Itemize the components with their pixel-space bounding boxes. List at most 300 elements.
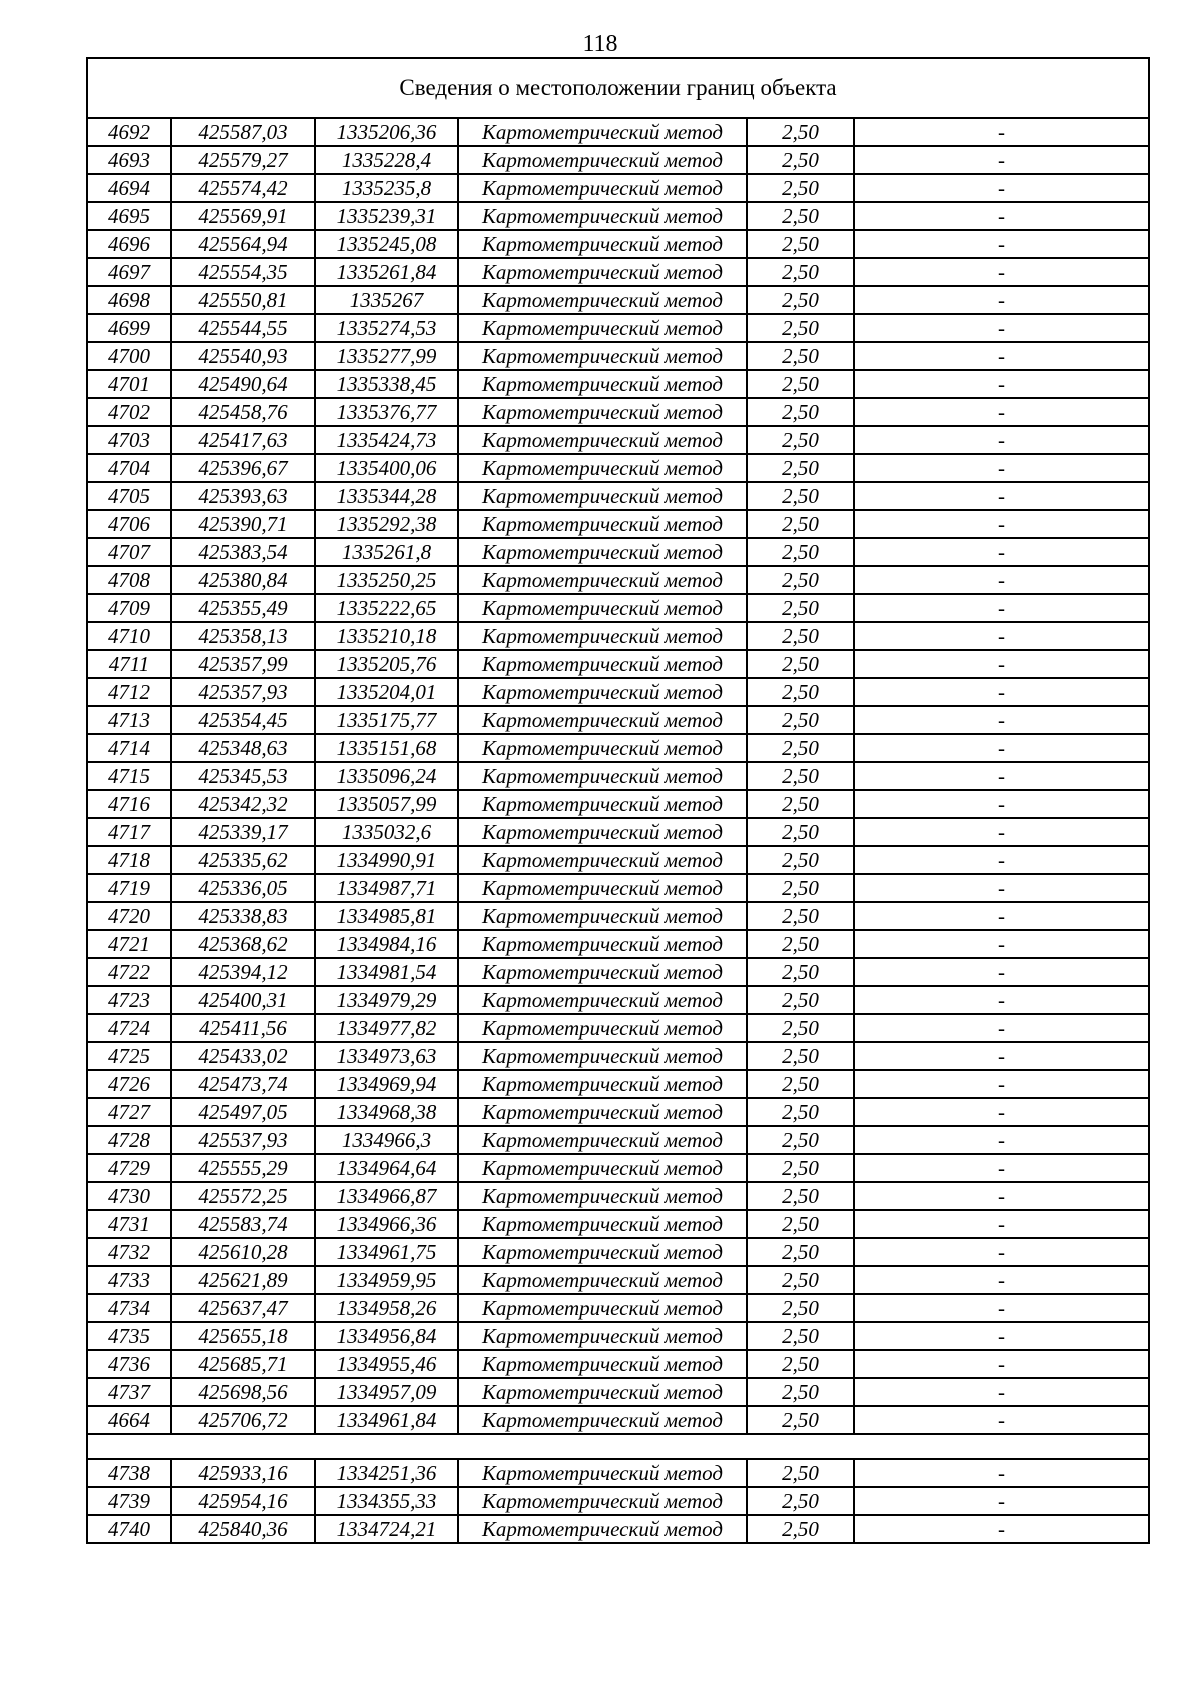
accuracy-cell: 2,50 [747, 986, 854, 1014]
accuracy-cell: 2,50 [747, 1350, 854, 1378]
table-row [87, 118, 1149, 146]
y-coordinate-cell: 1334959,95 [315, 1266, 458, 1294]
accuracy-cell: 2,50 [747, 482, 854, 510]
method-cell: Картометрический метод [458, 1294, 747, 1322]
method-cell: Картометрический метод [458, 706, 747, 734]
table-row [87, 874, 1149, 902]
x-coordinate-cell: 425554,35 [171, 258, 315, 286]
x-coordinate-cell: 425587,03 [171, 118, 315, 146]
point-number-cell: 4722 [87, 958, 171, 986]
point-number-cell: 4728 [87, 1126, 171, 1154]
table-row [87, 930, 1149, 958]
point-number-cell: 4695 [87, 202, 171, 230]
description-cell: - [854, 174, 1149, 202]
method-cell: Картометрический метод [458, 930, 747, 958]
table-row [87, 286, 1149, 314]
point-number-cell: 4712 [87, 678, 171, 706]
point-number-cell: 4705 [87, 482, 171, 510]
accuracy-cell: 2,50 [747, 314, 854, 342]
description-cell: - [854, 1098, 1149, 1126]
method-cell: Картометрический метод [458, 342, 747, 370]
accuracy-cell: 2,50 [747, 734, 854, 762]
table-row [87, 370, 1149, 398]
description-cell: - [854, 790, 1149, 818]
x-coordinate-cell: 425390,71 [171, 510, 315, 538]
x-coordinate-cell: 425698,56 [171, 1378, 315, 1406]
description-cell: - [854, 398, 1149, 426]
table-row [87, 706, 1149, 734]
x-coordinate-cell: 425685,71 [171, 1350, 315, 1378]
point-number-cell: 4703 [87, 426, 171, 454]
y-coordinate-cell: 1335376,77 [315, 398, 458, 426]
method-cell: Картометрический метод [458, 790, 747, 818]
x-coordinate-cell: 425544,55 [171, 314, 315, 342]
x-coordinate-cell: 425335,62 [171, 846, 315, 874]
method-cell: Картометрический метод [458, 1266, 747, 1294]
accuracy-cell: 2,50 [747, 202, 854, 230]
table-row [87, 986, 1149, 1014]
description-cell: - [854, 118, 1149, 146]
table-row [87, 426, 1149, 454]
method-cell: Картометрический метод [458, 230, 747, 258]
method-cell: Картометрический метод [458, 314, 747, 342]
description-cell: - [854, 1126, 1149, 1154]
point-number-cell: 4706 [87, 510, 171, 538]
y-coordinate-cell: 1335400,06 [315, 454, 458, 482]
x-coordinate-cell: 425555,29 [171, 1154, 315, 1182]
y-coordinate-cell: 1334958,26 [315, 1294, 458, 1322]
accuracy-cell: 2,50 [747, 1126, 854, 1154]
point-number-cell: 4707 [87, 538, 171, 566]
accuracy-cell: 2,50 [747, 1210, 854, 1238]
description-cell: - [854, 146, 1149, 174]
x-coordinate-cell: 425400,31 [171, 986, 315, 1014]
y-coordinate-cell: 1335344,28 [315, 482, 458, 510]
table-row [87, 398, 1149, 426]
accuracy-cell: 2,50 [747, 1154, 854, 1182]
table-row [87, 1378, 1149, 1406]
method-cell: Картометрический метод [458, 398, 747, 426]
y-coordinate-cell: 1335424,73 [315, 426, 458, 454]
table-row [87, 790, 1149, 818]
accuracy-cell: 2,50 [747, 538, 854, 566]
table-row [87, 1294, 1149, 1322]
table-row [87, 650, 1149, 678]
x-coordinate-cell: 425610,28 [171, 1238, 315, 1266]
y-coordinate-cell: 1334979,29 [315, 986, 458, 1014]
accuracy-cell: 2,50 [747, 398, 854, 426]
y-coordinate-cell: 1334966,87 [315, 1182, 458, 1210]
table-row [87, 902, 1149, 930]
y-coordinate-cell: 1334964,64 [315, 1154, 458, 1182]
y-coordinate-cell: 1334966,36 [315, 1210, 458, 1238]
table-row [87, 454, 1149, 482]
point-number-cell: 4709 [87, 594, 171, 622]
method-cell: Картометрический метод [458, 482, 747, 510]
y-coordinate-cell: 1335175,77 [315, 706, 458, 734]
x-coordinate-cell: 425396,67 [171, 454, 315, 482]
point-number-cell: 4729 [87, 1154, 171, 1182]
method-cell: Картометрический метод [458, 426, 747, 454]
x-coordinate-cell: 425380,84 [171, 566, 315, 594]
description-cell: - [854, 1042, 1149, 1070]
point-number-cell: 4696 [87, 230, 171, 258]
y-coordinate-cell: 1335274,53 [315, 314, 458, 342]
point-number-cell: 4699 [87, 314, 171, 342]
point-number-cell: 4734 [87, 1294, 171, 1322]
x-coordinate-cell: 425342,32 [171, 790, 315, 818]
table-row [87, 846, 1149, 874]
table-row [87, 1406, 1149, 1434]
description-cell: - [854, 230, 1149, 258]
y-coordinate-cell: 1335096,24 [315, 762, 458, 790]
y-coordinate-cell: 1334355,33 [315, 1487, 458, 1515]
method-cell: Картометрический метод [458, 622, 747, 650]
accuracy-cell: 2,50 [747, 230, 854, 258]
page-number: 118 [582, 31, 618, 57]
description-cell: - [854, 1210, 1149, 1238]
method-cell: Картометрический метод [458, 1182, 747, 1210]
accuracy-cell: 2,50 [747, 594, 854, 622]
description-cell: - [854, 286, 1149, 314]
accuracy-cell: 2,50 [747, 1182, 854, 1210]
method-cell: Картометрический метод [458, 1238, 747, 1266]
description-cell: - [854, 1515, 1149, 1543]
accuracy-cell: 2,50 [747, 370, 854, 398]
description-cell: - [854, 594, 1149, 622]
description-cell: - [854, 1322, 1149, 1350]
method-cell: Картометрический метод [458, 146, 747, 174]
point-number-cell: 4717 [87, 818, 171, 846]
x-coordinate-cell: 425655,18 [171, 1322, 315, 1350]
description-cell: - [854, 650, 1149, 678]
method-cell: Картометрический метод [458, 1515, 747, 1543]
y-coordinate-cell: 1334957,09 [315, 1378, 458, 1406]
accuracy-cell: 2,50 [747, 1294, 854, 1322]
x-coordinate-cell: 425954,16 [171, 1487, 315, 1515]
accuracy-cell: 2,50 [747, 874, 854, 902]
method-cell: Картометрический метод [458, 986, 747, 1014]
x-coordinate-cell: 425569,91 [171, 202, 315, 230]
method-cell: Картометрический метод [458, 118, 747, 146]
method-cell: Картометрический метод [458, 1042, 747, 1070]
accuracy-cell: 2,50 [747, 426, 854, 454]
method-cell: Картометрический метод [458, 286, 747, 314]
y-coordinate-cell: 1335277,99 [315, 342, 458, 370]
description-cell: - [854, 510, 1149, 538]
table-row [87, 1014, 1149, 1042]
y-coordinate-cell: 1334984,16 [315, 930, 458, 958]
description-cell: - [854, 482, 1149, 510]
description-cell: - [854, 958, 1149, 986]
method-cell: Картометрический метод [458, 370, 747, 398]
y-coordinate-cell: 1334977,82 [315, 1014, 458, 1042]
method-cell: Картометрический метод [458, 594, 747, 622]
table-row [87, 1210, 1149, 1238]
description-cell: - [854, 1266, 1149, 1294]
description-cell: - [854, 734, 1149, 762]
table-row [87, 146, 1149, 174]
point-number-cell: 4700 [87, 342, 171, 370]
x-coordinate-cell: 425840,36 [171, 1515, 315, 1543]
x-coordinate-cell: 425368,62 [171, 930, 315, 958]
description-cell: - [854, 846, 1149, 874]
x-coordinate-cell: 425637,47 [171, 1294, 315, 1322]
x-coordinate-cell: 425540,93 [171, 342, 315, 370]
point-number-cell: 4733 [87, 1266, 171, 1294]
method-cell: Картометрический метод [458, 1459, 747, 1487]
description-cell: - [854, 566, 1149, 594]
method-cell: Картометрический метод [458, 1322, 747, 1350]
accuracy-cell: 2,50 [747, 958, 854, 986]
accuracy-cell: 2,50 [747, 146, 854, 174]
description-cell: - [854, 902, 1149, 930]
point-number-cell: 4711 [87, 650, 171, 678]
table-row [87, 566, 1149, 594]
point-number-cell: 4713 [87, 706, 171, 734]
point-number-cell: 4720 [87, 902, 171, 930]
x-coordinate-cell: 425564,94 [171, 230, 315, 258]
accuracy-cell: 2,50 [747, 1378, 854, 1406]
table-row [87, 594, 1149, 622]
accuracy-cell: 2,50 [747, 286, 854, 314]
table-row [87, 342, 1149, 370]
y-coordinate-cell: 1335210,18 [315, 622, 458, 650]
y-coordinate-cell: 1335261,8 [315, 538, 458, 566]
accuracy-cell: 2,50 [747, 1042, 854, 1070]
description-cell: - [854, 706, 1149, 734]
y-coordinate-cell: 1335057,99 [315, 790, 458, 818]
table-row [87, 538, 1149, 566]
y-coordinate-cell: 1335235,8 [315, 174, 458, 202]
point-number-cell: 4725 [87, 1042, 171, 1070]
point-number-cell: 4740 [87, 1515, 171, 1543]
accuracy-cell: 2,50 [747, 566, 854, 594]
y-coordinate-cell: 1335267 [315, 286, 458, 314]
y-coordinate-cell: 1334981,54 [315, 958, 458, 986]
table-body [87, 58, 1149, 1543]
accuracy-cell: 2,50 [747, 342, 854, 370]
method-cell: Картометрический метод [458, 258, 747, 286]
accuracy-cell: 2,50 [747, 1406, 854, 1434]
x-coordinate-cell: 425338,83 [171, 902, 315, 930]
table-row [87, 1515, 1149, 1543]
table-row [87, 734, 1149, 762]
table-row [87, 1182, 1149, 1210]
description-cell: - [854, 1294, 1149, 1322]
description-cell: - [854, 538, 1149, 566]
section-separator-cell [87, 1434, 1149, 1459]
x-coordinate-cell: 425490,64 [171, 370, 315, 398]
accuracy-cell: 2,50 [747, 1266, 854, 1294]
method-cell: Картометрический метод [458, 902, 747, 930]
x-coordinate-cell: 425417,63 [171, 426, 315, 454]
x-coordinate-cell: 425348,63 [171, 734, 315, 762]
method-cell: Картометрический метод [458, 1350, 747, 1378]
description-cell: - [854, 258, 1149, 286]
description-cell: - [854, 1238, 1149, 1266]
description-cell: - [854, 1378, 1149, 1406]
boundary-table-sheet [86, 57, 1148, 1544]
point-number-cell: 4714 [87, 734, 171, 762]
description-cell: - [854, 762, 1149, 790]
accuracy-cell: 2,50 [747, 1322, 854, 1350]
description-cell: - [854, 314, 1149, 342]
x-coordinate-cell: 425579,27 [171, 146, 315, 174]
accuracy-cell: 2,50 [747, 902, 854, 930]
accuracy-cell: 2,50 [747, 454, 854, 482]
description-cell: - [854, 1154, 1149, 1182]
method-cell: Картометрический метод [458, 678, 747, 706]
accuracy-cell: 2,50 [747, 1070, 854, 1098]
table-row [87, 1487, 1149, 1515]
x-coordinate-cell: 425706,72 [171, 1406, 315, 1434]
accuracy-cell: 2,50 [747, 1238, 854, 1266]
x-coordinate-cell: 425572,25 [171, 1182, 315, 1210]
description-cell: - [854, 930, 1149, 958]
point-number-cell: 4701 [87, 370, 171, 398]
y-coordinate-cell: 1335222,65 [315, 594, 458, 622]
table-row [87, 174, 1149, 202]
method-cell: Картометрический метод [458, 874, 747, 902]
accuracy-cell: 2,50 [747, 762, 854, 790]
y-coordinate-cell: 1334973,63 [315, 1042, 458, 1070]
method-cell: Картометрический метод [458, 1070, 747, 1098]
point-number-cell: 4735 [87, 1322, 171, 1350]
method-cell: Картометрический метод [458, 1406, 747, 1434]
table-title-row [87, 58, 1149, 118]
x-coordinate-cell: 425354,45 [171, 706, 315, 734]
y-coordinate-cell: 1334969,94 [315, 1070, 458, 1098]
y-coordinate-cell: 1334968,38 [315, 1098, 458, 1126]
y-coordinate-cell: 1335245,08 [315, 230, 458, 258]
y-coordinate-cell: 1334956,84 [315, 1322, 458, 1350]
point-number-cell: 4723 [87, 986, 171, 1014]
x-coordinate-cell: 425358,13 [171, 622, 315, 650]
table-row [87, 1070, 1149, 1098]
point-number-cell: 4726 [87, 1070, 171, 1098]
accuracy-cell: 2,50 [747, 174, 854, 202]
point-number-cell: 4694 [87, 174, 171, 202]
method-cell: Картометрический метод [458, 1210, 747, 1238]
x-coordinate-cell: 425433,02 [171, 1042, 315, 1070]
description-cell: - [854, 874, 1149, 902]
accuracy-cell: 2,50 [747, 1014, 854, 1042]
point-number-cell: 4718 [87, 846, 171, 874]
accuracy-cell: 2,50 [747, 846, 854, 874]
x-coordinate-cell: 425383,54 [171, 538, 315, 566]
point-number-cell: 4693 [87, 146, 171, 174]
point-number-cell: 4710 [87, 622, 171, 650]
table-row [87, 622, 1149, 650]
point-number-cell: 4698 [87, 286, 171, 314]
y-coordinate-cell: 1334961,75 [315, 1238, 458, 1266]
y-coordinate-cell: 1334961,84 [315, 1406, 458, 1434]
method-cell: Картометрический метод [458, 1126, 747, 1154]
accuracy-cell: 2,50 [747, 1487, 854, 1515]
accuracy-cell: 2,50 [747, 818, 854, 846]
y-coordinate-cell: 1335206,36 [315, 118, 458, 146]
method-cell: Картометрический метод [458, 454, 747, 482]
section-separator-row [87, 1434, 1149, 1459]
x-coordinate-cell: 425621,89 [171, 1266, 315, 1294]
y-coordinate-cell: 1334724,21 [315, 1515, 458, 1543]
point-number-cell: 4724 [87, 1014, 171, 1042]
method-cell: Картометрический метод [458, 538, 747, 566]
x-coordinate-cell: 425355,49 [171, 594, 315, 622]
method-cell: Картометрический метод [458, 1014, 747, 1042]
x-coordinate-cell: 425537,93 [171, 1126, 315, 1154]
y-coordinate-cell: 1334987,71 [315, 874, 458, 902]
description-cell: - [854, 622, 1149, 650]
table-row [87, 1126, 1149, 1154]
table-row [87, 1266, 1149, 1294]
x-coordinate-cell: 425574,42 [171, 174, 315, 202]
description-cell: - [854, 426, 1149, 454]
table-row [87, 678, 1149, 706]
method-cell: Картометрический метод [458, 202, 747, 230]
description-cell: - [854, 1014, 1149, 1042]
point-number-cell: 4738 [87, 1459, 171, 1487]
table-row [87, 1350, 1149, 1378]
point-number-cell: 4692 [87, 118, 171, 146]
table-row [87, 314, 1149, 342]
accuracy-cell: 2,50 [747, 706, 854, 734]
table-row [87, 1459, 1149, 1487]
accuracy-cell: 2,50 [747, 622, 854, 650]
table-row [87, 258, 1149, 286]
table-row [87, 818, 1149, 846]
point-number-cell: 4716 [87, 790, 171, 818]
accuracy-cell: 2,50 [747, 1098, 854, 1126]
y-coordinate-cell: 1335292,38 [315, 510, 458, 538]
point-number-cell: 4727 [87, 1098, 171, 1126]
table-row [87, 1238, 1149, 1266]
y-coordinate-cell: 1335151,68 [315, 734, 458, 762]
accuracy-cell: 2,50 [747, 930, 854, 958]
table-row [87, 958, 1149, 986]
method-cell: Картометрический метод [458, 174, 747, 202]
point-number-cell: 4730 [87, 1182, 171, 1210]
point-number-cell: 4664 [87, 1406, 171, 1434]
x-coordinate-cell: 425393,63 [171, 482, 315, 510]
accuracy-cell: 2,50 [747, 678, 854, 706]
point-number-cell: 4739 [87, 1487, 171, 1515]
y-coordinate-cell: 1335204,01 [315, 678, 458, 706]
x-coordinate-cell: 425357,93 [171, 678, 315, 706]
x-coordinate-cell: 425411,56 [171, 1014, 315, 1042]
description-cell: - [854, 454, 1149, 482]
method-cell: Картометрический метод [458, 1154, 747, 1182]
point-number-cell: 4719 [87, 874, 171, 902]
y-coordinate-cell: 1335228,4 [315, 146, 458, 174]
y-coordinate-cell: 1334251,36 [315, 1459, 458, 1487]
y-coordinate-cell: 1335205,76 [315, 650, 458, 678]
description-cell: - [854, 370, 1149, 398]
method-cell: Картометрический метод [458, 958, 747, 986]
y-coordinate-cell: 1334955,46 [315, 1350, 458, 1378]
description-cell: - [854, 1182, 1149, 1210]
table-row [87, 230, 1149, 258]
point-number-cell: 4704 [87, 454, 171, 482]
y-coordinate-cell: 1335032,6 [315, 818, 458, 846]
x-coordinate-cell: 425339,17 [171, 818, 315, 846]
point-number-cell: 4697 [87, 258, 171, 286]
method-cell: Картометрический метод [458, 566, 747, 594]
point-number-cell: 4715 [87, 762, 171, 790]
table-row [87, 510, 1149, 538]
y-coordinate-cell: 1335261,84 [315, 258, 458, 286]
